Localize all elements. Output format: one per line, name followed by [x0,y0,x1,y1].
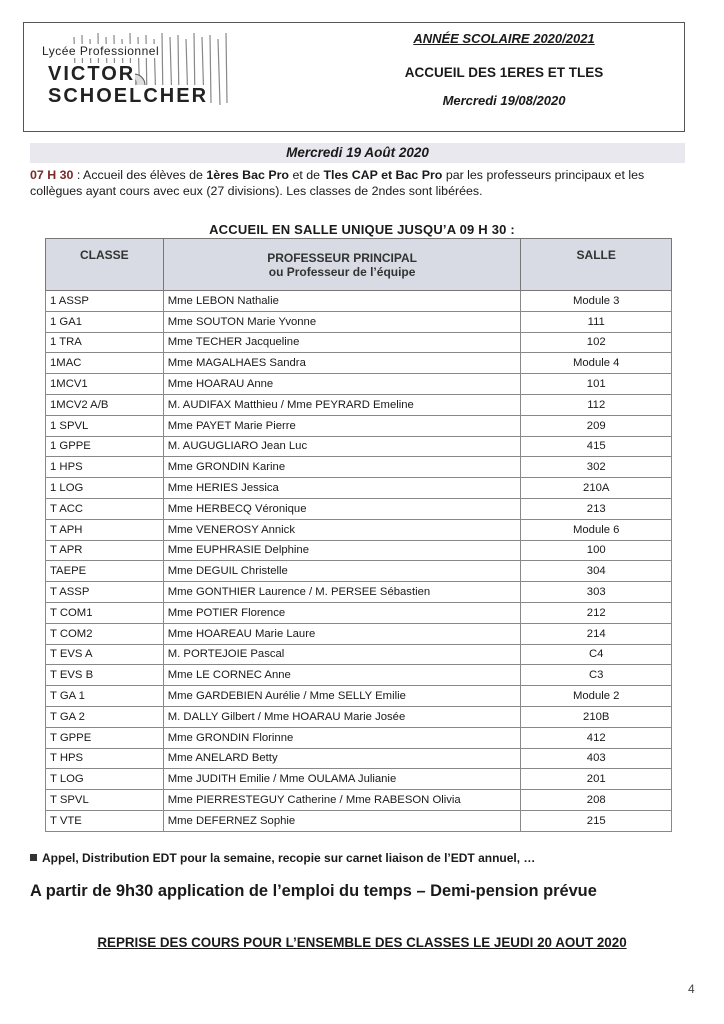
cell-classe: T VTE [46,810,164,831]
cell-professeur: Mme GRONDIN Florinne [163,727,521,748]
cell-professeur: Mme EUPHRASIE Delphine [163,540,521,561]
table-row [46,394,672,415]
header-prof-line2: ou Professeur de l’équipe [268,264,416,279]
cell-classe: 1 HPS [46,457,164,478]
cell-salle: 212 [521,602,672,623]
document-header [23,22,685,132]
cell-salle: 208 [521,790,672,811]
cell-classe: 1 SPVL [46,415,164,436]
table-row [46,415,672,436]
cell-salle: 100 [521,540,672,561]
cell-salle: 214 [521,623,672,644]
cell-professeur: Mme GONTHIER Laurence / M. PERSEE Sébastien [163,582,521,603]
table-row [46,790,672,811]
table-row [46,561,672,582]
cell-salle: 201 [521,769,672,790]
cell-salle: 415 [521,436,672,457]
intro-text-b: et de [289,168,324,182]
cell-salle: Module 2 [521,686,672,707]
cell-professeur: Mme DEFERNEZ Sophie [163,810,521,831]
cell-salle: 213 [521,498,672,519]
cell-classe: T LOG [46,769,164,790]
cell-professeur: Mme JUDITH Emilie / Mme OULAMA Julianie [163,769,521,790]
cell-classe: T EVS B [46,665,164,686]
class-room-table [45,238,672,832]
cell-salle: Module 3 [521,291,672,312]
bullet-square-icon [30,854,37,861]
cell-classe: 1 GPPE [46,436,164,457]
cell-professeur: Mme HOARAU Anne [163,374,521,395]
table-row [46,374,672,395]
table-row [46,478,672,499]
cell-professeur: Mme GRONDIN Karine [163,457,521,478]
reprise-announcement: REPRISE DES COURS POUR L’ENSEMBLE DES CLASSES LE JEUDI 20 AOUT 2020 [97,935,627,950]
cell-classe: 1 GA1 [46,311,164,332]
table-row [46,498,672,519]
cell-professeur: M. AUGUGLIARO Jean Luc [163,436,521,457]
table-body [46,291,672,832]
cell-salle: Module 6 [521,519,672,540]
cell-classe: T APH [46,519,164,540]
logo-line3: SCHOELCHER [48,85,209,107]
schedule-announcement: A partir de 9h30 application de l’emploi du temps – Demi-pension prévue [30,882,597,900]
table-row [46,686,672,707]
cell-professeur: Mme LEBON Nathalie [163,291,521,312]
table-header-row [46,239,672,291]
page-number: 4 [688,982,695,996]
logo-line2: VICTOR [48,63,136,85]
table-row [46,332,672,353]
cell-salle: 412 [521,727,672,748]
table-row [46,436,672,457]
cell-professeur: Mme GARDEBIEN Aurélie / Mme SELLY Emilie [163,686,521,707]
table-row [46,602,672,623]
cell-salle: 210B [521,706,672,727]
cell-professeur: M. AUDIFAX Matthieu / Mme PEYRARD Emeline [163,394,521,415]
cell-professeur: Mme PIERRESTEGUY Catherine / Mme RABESON Olivia [163,790,521,811]
table-row [46,665,672,686]
intro-bold-a: 1ères Bac Pro [206,168,290,182]
table-row [46,727,672,748]
cell-classe: T GA 1 [46,686,164,707]
cell-salle: 302 [521,457,672,478]
cell-salle: 209 [521,415,672,436]
cell-salle: 112 [521,394,672,415]
note-text: Appel, Distribution EDT pour la semaine, recopie sur carnet liaison de l’EDT annuel, … [42,851,536,865]
cell-professeur: Mme HOAREAU Marie Laure [163,623,521,644]
cell-classe: T GPPE [46,727,164,748]
logo-line1: Lycée Professionnel [42,44,160,58]
table-row [46,519,672,540]
cell-salle: 102 [521,332,672,353]
intro-time: 07 H 30 [30,168,74,182]
cell-professeur: Mme PAYET Marie Pierre [163,415,521,436]
cell-professeur: Mme POTIER Florence [163,602,521,623]
cell-salle: 210A [521,478,672,499]
cell-professeur: Mme HERBECQ Véronique [163,498,521,519]
cell-classe: T GA 2 [46,706,164,727]
cell-classe: T COM2 [46,623,164,644]
table-row [46,748,672,769]
cell-classe: 1 ASSP [46,291,164,312]
cell-salle: C3 [521,665,672,686]
cell-professeur: Mme LE CORNEC Anne [163,665,521,686]
header-prof-line1: PROFESSEUR PRINCIPAL [267,250,417,265]
cell-professeur: Mme HERIES Jessica [163,478,521,499]
header-professeur [163,239,521,291]
section-title: ACCUEIL EN SALLE UNIQUE JUSQU’A 09 H 30 : [209,222,515,237]
header-date: Mercredi 19/08/2020 [442,93,566,108]
cell-salle: 303 [521,582,672,603]
table-row [46,623,672,644]
cell-professeur: Mme TECHER Jacqueline [163,332,521,353]
cell-classe: TAEPE [46,561,164,582]
cell-classe: 1MAC [46,353,164,374]
note-line [30,851,535,865]
cell-professeur: Mme VENEROSY Annick [163,519,521,540]
cell-classe: T ACC [46,498,164,519]
table-row [46,540,672,561]
cell-classe: T EVS A [46,644,164,665]
cell-professeur: Mme ANELARD Betty [163,748,521,769]
table-row [46,769,672,790]
cell-salle: Module 4 [521,353,672,374]
header-salle: SALLE [521,239,672,291]
intro-paragraph [30,167,695,199]
header-classe: CLASSE [46,239,164,291]
table-row [46,353,672,374]
cell-salle: 304 [521,561,672,582]
cell-salle: 403 [521,748,672,769]
intro-text-c: par les professeurs principaux et les collègues ayant cours avec eux (27 divisions). Les classes de 2ndes sont libérées. [30,168,645,198]
cell-classe: T HPS [46,748,164,769]
school-year: ANNÉE SCOLAIRE 2020/2021 [413,31,595,46]
cell-classe: T APR [46,540,164,561]
table-row [46,457,672,478]
table-row [46,810,672,831]
table-row [46,582,672,603]
table-row [46,291,672,312]
cell-classe: 1MCV2 A/B [46,394,164,415]
cell-professeur: M. PORTEJOIE Pascal [163,644,521,665]
day-heading: Mercredi 19 Août 2020 [30,143,685,163]
cell-classe: 1 TRA [46,332,164,353]
cell-salle: C4 [521,644,672,665]
cell-professeur: Mme MAGALHAES Sandra [163,353,521,374]
intro-text-a: : Accueil des élèves de [73,168,207,182]
cell-professeur: M. DALLY Gilbert / Mme HOARAU Marie Josée [163,706,521,727]
cell-classe: 1 LOG [46,478,164,499]
table-row [46,311,672,332]
cell-classe: T SPVL [46,790,164,811]
intro-bold-b: Tles CAP et Bac Pro [323,168,443,182]
school-logo [26,25,274,129]
table-row [46,706,672,727]
cell-professeur: Mme DEGUIL Christelle [163,561,521,582]
cell-salle: 101 [521,374,672,395]
cell-salle: 111 [521,311,672,332]
table-row [46,644,672,665]
cell-professeur: Mme SOUTON Marie Yvonne [163,311,521,332]
cell-salle: 215 [521,810,672,831]
cell-classe: 1MCV1 [46,374,164,395]
cell-classe: T ASSP [46,582,164,603]
document-title: ACCUEIL DES 1ERES ET TLES [404,65,604,80]
cell-classe: T COM1 [46,602,164,623]
